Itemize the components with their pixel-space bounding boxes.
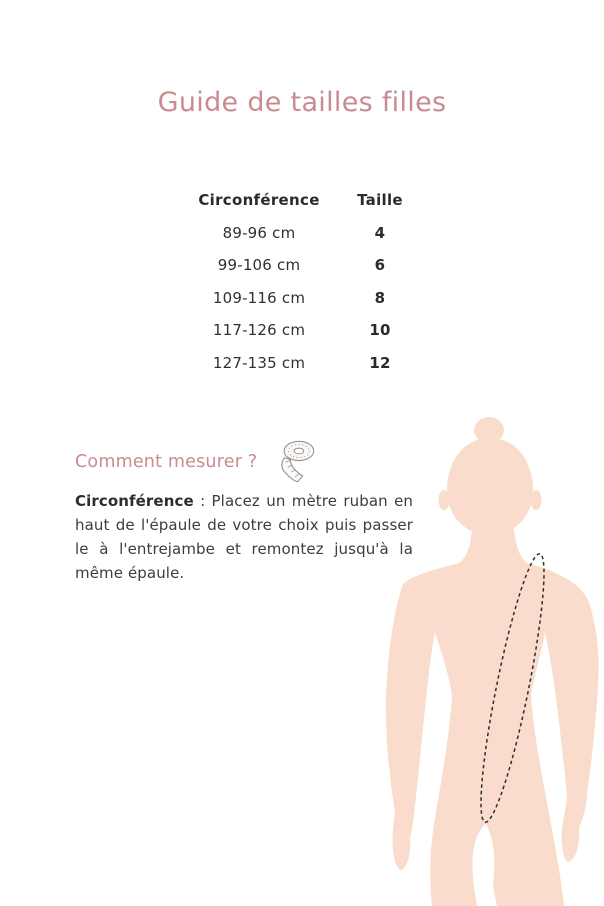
- size-value: 10: [369, 321, 391, 340]
- size-table: [190, 184, 432, 379]
- size-value: 6: [374, 256, 386, 275]
- table-header-row: [190, 184, 432, 217]
- table-row: [190, 314, 432, 347]
- measure-description-text: : Placez un mètre ruban en haut de l'épaule de votre choix puis passer le à l'entrejambe et remontez jusqu'à la même épaule.: [75, 492, 413, 582]
- measuring-tape-icon: [275, 438, 319, 485]
- size-value: 12: [369, 353, 391, 372]
- body-shape: [386, 417, 599, 906]
- table-row: [190, 217, 432, 250]
- torso-arms-legs: [386, 520, 599, 906]
- how-to-measure-section: [75, 438, 319, 485]
- right-ear: [531, 490, 542, 510]
- circumference-value: 99-106 cm: [217, 256, 301, 275]
- circumference-value: 117-126 cm: [212, 321, 306, 340]
- circumference-value: 109-116 cm: [212, 288, 306, 307]
- table-row: [190, 249, 432, 282]
- page-title: Guide de tailles filles: [157, 87, 447, 118]
- left-ear: [439, 490, 450, 510]
- size-value: 8: [374, 288, 386, 307]
- girl-silhouette-illustration: [380, 412, 604, 906]
- measure-term: Circonférence: [75, 492, 194, 510]
- how-to-measure-heading: Comment mesurer ?: [75, 451, 258, 472]
- measure-description: [75, 489, 413, 585]
- column-header-circumference: Circonférence: [198, 191, 320, 210]
- circumference-value: 127-135 cm: [212, 353, 306, 372]
- table-row: [190, 282, 432, 315]
- column-header-size: Taille: [357, 191, 403, 210]
- size-value: 4: [374, 223, 386, 242]
- table-row: [190, 347, 432, 380]
- circumference-value: 89-96 cm: [222, 223, 296, 242]
